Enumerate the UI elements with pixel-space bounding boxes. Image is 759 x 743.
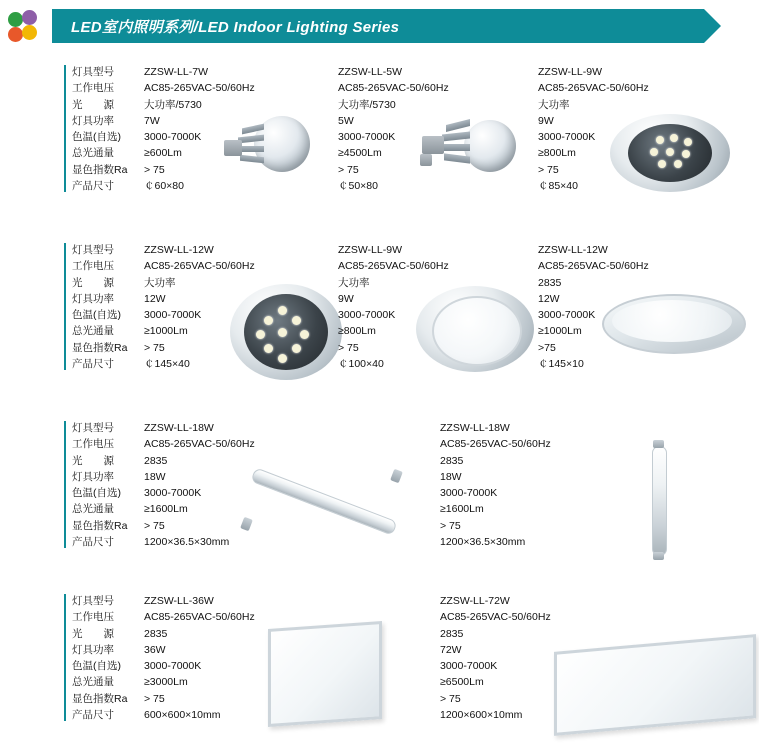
logo-dot-green — [8, 12, 23, 27]
spec-value-cri: > 75 — [538, 163, 559, 176]
spec-value-source: 2835 — [538, 276, 562, 289]
spec-label-voltage: 工作电压 — [72, 260, 114, 273]
spec-value-flux: ≥600Lm — [144, 147, 182, 160]
spec-label-size: 产品尺寸 — [72, 709, 114, 722]
spec-value-source: 2835 — [440, 454, 464, 467]
product-image-bulb — [420, 102, 520, 192]
header-title-bar — [52, 9, 704, 43]
spec-value-cct: 3000-7000K — [338, 309, 396, 322]
spec-label-power: 灯具功率 — [72, 292, 114, 305]
spec-value-power: 7W — [144, 114, 160, 127]
logo-dot-purple — [22, 10, 37, 25]
spec-value-cri: > 75 — [440, 519, 461, 532]
spec-label-source: 光 源 — [72, 627, 114, 640]
page-title: LED室内照明系列/LED Indoor Lighting Series — [71, 19, 400, 36]
product-card — [538, 64, 748, 194]
spec-value-cri: > 75 — [338, 341, 359, 354]
spec-label-cri: 显色指数Ra — [72, 519, 128, 532]
product-image-panel — [264, 621, 394, 731]
spec-label-source: 光 源 — [72, 98, 114, 111]
spec-value-model: ZZSW-LL-18W — [440, 422, 510, 434]
spec-label-source: 光 源 — [72, 276, 114, 289]
product-card — [72, 420, 352, 550]
spec-value-size: ￠145×10 — [538, 358, 584, 371]
spec-label-voltage: 工作电压 — [72, 611, 114, 624]
spec-value-size: 1200×36.5×30mm — [144, 536, 230, 549]
spec-value-size: 1200×600×10mm — [440, 709, 523, 722]
spec-label-cct: 色温(自选) — [72, 487, 121, 500]
spec-value-power: 36W — [144, 643, 166, 656]
spec-value-model: ZZSW-LL-72W — [440, 595, 510, 607]
spec-value-cct: 3000-7000K — [440, 660, 498, 673]
spec-value-source: 2835 — [440, 627, 464, 640]
spec-value-flux: ≥1000Lm — [144, 325, 188, 338]
spec-label-cri: 显色指数Ra — [72, 341, 128, 354]
spec-value-voltage: AC85-265VAC-50/60Hz — [144, 611, 255, 624]
spec-value-size: 1200×36.5×30mm — [440, 536, 526, 549]
spec-value-model: ZZSW-LL-36W — [144, 595, 214, 607]
product-row-2 — [0, 242, 759, 402]
spec-value-cct: 3000-7000K — [538, 309, 596, 322]
spec-value-cct: 3000-7000K — [144, 131, 202, 144]
spec-value-cct: 3000-7000K — [538, 131, 596, 144]
spec-value-cri: > 75 — [338, 163, 359, 176]
spec-value-cct: 3000-7000K — [144, 660, 202, 673]
spec-value-voltage: AC85-265VAC-50/60Hz — [144, 260, 255, 273]
product-card — [440, 593, 730, 723]
spec-value-flux: ≥800Lm — [538, 147, 576, 160]
product-image-downlight — [596, 114, 746, 199]
spec-value-cri: > 75 — [144, 341, 165, 354]
spec-value-cct: 3000-7000K — [144, 487, 202, 500]
product-card — [338, 64, 528, 194]
spec-label-voltage: 工作电压 — [72, 438, 114, 451]
spec-value-size: 600×600×10mm — [144, 709, 221, 722]
spec-value-size: ￠85×40 — [538, 180, 578, 193]
spec-value-voltage: AC85-265VAC-50/60Hz — [144, 438, 255, 451]
spec-label-size: 产品尺寸 — [72, 180, 114, 193]
spec-value-cri: > 75 — [144, 692, 165, 705]
spec-value-power: 9W — [338, 292, 354, 305]
spec-label-power: 灯具功率 — [72, 114, 114, 127]
spec-label-power: 灯具功率 — [72, 643, 114, 656]
product-image-panel — [550, 631, 759, 741]
product-row-1 — [0, 64, 759, 224]
spec-value-model: ZZSW-LL-12W — [144, 244, 214, 256]
spec-value-voltage: AC85-265VAC-50/60Hz — [440, 438, 551, 451]
spec-value-size: ￠50×80 — [338, 180, 378, 193]
product-image-tube — [240, 470, 420, 550]
spec-label-flux: 总光通量 — [72, 503, 114, 516]
spec-value-size: ￠60×80 — [144, 180, 184, 193]
spec-value-cri: > 75 — [144, 519, 165, 532]
spec-label-voltage: 工作电压 — [72, 82, 114, 95]
logo-dot-orange — [8, 27, 23, 42]
product-image-tube — [622, 440, 712, 560]
spec-label-flux: 总光通量 — [72, 325, 114, 338]
spec-value-voltage: AC85-265VAC-50/60Hz — [338, 260, 449, 273]
spec-value-model: ZZSW-LL-12W — [538, 244, 608, 256]
spec-label-cct: 色温(自选) — [72, 660, 121, 673]
product-card — [72, 242, 322, 372]
spec-label-model: 灯具型号 — [72, 422, 114, 434]
spec-value-size: ￠100×40 — [338, 358, 384, 371]
spec-label-flux: 总光通量 — [72, 676, 114, 689]
spec-value-power: 5W — [338, 114, 354, 127]
spec-label-cri: 显色指数Ra — [72, 163, 128, 176]
product-row-4 — [0, 593, 759, 743]
spec-value-cct: 3000-7000K — [338, 131, 396, 144]
spec-value-cri: > 75 — [144, 163, 165, 176]
spec-value-voltage: AC85-265VAC-50/60Hz — [440, 611, 551, 624]
spec-value-voltage: AC85-265VAC-50/60Hz — [338, 82, 449, 95]
spec-value-power: 18W — [440, 470, 462, 483]
spec-value-source: 大功率/5730 — [144, 98, 202, 111]
spec-label-cri: 显色指数Ra — [72, 692, 128, 705]
product-image-slim-panel — [596, 288, 756, 368]
spec-label-model: 灯具型号 — [72, 244, 114, 256]
spec-value-flux: ≥4500Lm — [338, 147, 382, 160]
spec-value-source: 大功率/5730 — [338, 98, 396, 111]
spec-value-voltage: AC85-265VAC-50/60Hz — [144, 82, 255, 95]
product-card — [440, 420, 700, 550]
spec-value-size: ￠145×40 — [144, 358, 190, 371]
spec-label-cct: 色温(自选) — [72, 309, 121, 322]
spec-value-flux: ≥1600Lm — [440, 503, 484, 516]
company-logo — [8, 10, 50, 48]
product-row-3 — [0, 420, 759, 575]
spec-value-power: 18W — [144, 470, 166, 483]
spec-label-model: 灯具型号 — [72, 66, 114, 78]
product-card — [72, 64, 322, 194]
spec-value-model: ZZSW-LL-9W — [338, 244, 402, 256]
spec-value-voltage: AC85-265VAC-50/60Hz — [538, 82, 649, 95]
spec-value-model: ZZSW-LL-5W — [338, 66, 402, 78]
product-image-downlight — [410, 286, 540, 376]
product-image-bulb — [224, 106, 314, 186]
spec-value-flux: ≥6500Lm — [440, 676, 484, 689]
spec-label-model: 灯具型号 — [72, 595, 114, 607]
spec-value-model: ZZSW-LL-18W — [144, 422, 214, 434]
spec-value-source: 大功率 — [538, 98, 570, 111]
product-image-downlight — [220, 278, 350, 388]
product-card — [338, 242, 528, 372]
spec-value-flux: ≥1600Lm — [144, 503, 188, 516]
product-card — [538, 242, 748, 372]
spec-value-cct: 3000-7000K — [144, 309, 202, 322]
spec-value-model: ZZSW-LL-7W — [144, 66, 208, 78]
spec-value-source: 2835 — [144, 454, 168, 467]
spec-label-power: 灯具功率 — [72, 470, 114, 483]
spec-value-power: 12W — [538, 292, 560, 305]
spec-label-source: 光 源 — [72, 454, 114, 467]
spec-value-flux: ≥3000Lm — [144, 676, 188, 689]
spec-label-size: 产品尺寸 — [72, 536, 114, 549]
spec-value-source: 2835 — [144, 627, 168, 640]
logo-dot-yellow — [22, 25, 37, 40]
spec-value-cri: > 75 — [440, 692, 461, 705]
spec-value-voltage: AC85-265VAC-50/60Hz — [538, 260, 649, 273]
product-card — [72, 593, 352, 723]
spec-label-flux: 总光通量 — [72, 147, 114, 160]
spec-label-size: 产品尺寸 — [72, 358, 114, 371]
spec-value-power: 9W — [538, 114, 554, 127]
spec-value-power: 72W — [440, 643, 462, 656]
spec-value-flux: ≥1000Lm — [538, 325, 582, 338]
spec-value-flux: ≥800Lm — [338, 325, 376, 338]
spec-value-model: ZZSW-LL-9W — [538, 66, 602, 78]
spec-value-source: 大功率 — [338, 276, 370, 289]
spec-value-source: 大功率 — [144, 276, 176, 289]
spec-value-cri: >75 — [538, 341, 556, 354]
spec-label-cct: 色温(自选) — [72, 131, 121, 144]
spec-value-cct: 3000-7000K — [440, 487, 498, 500]
spec-value-power: 12W — [144, 292, 166, 305]
page-header — [0, 0, 759, 54]
